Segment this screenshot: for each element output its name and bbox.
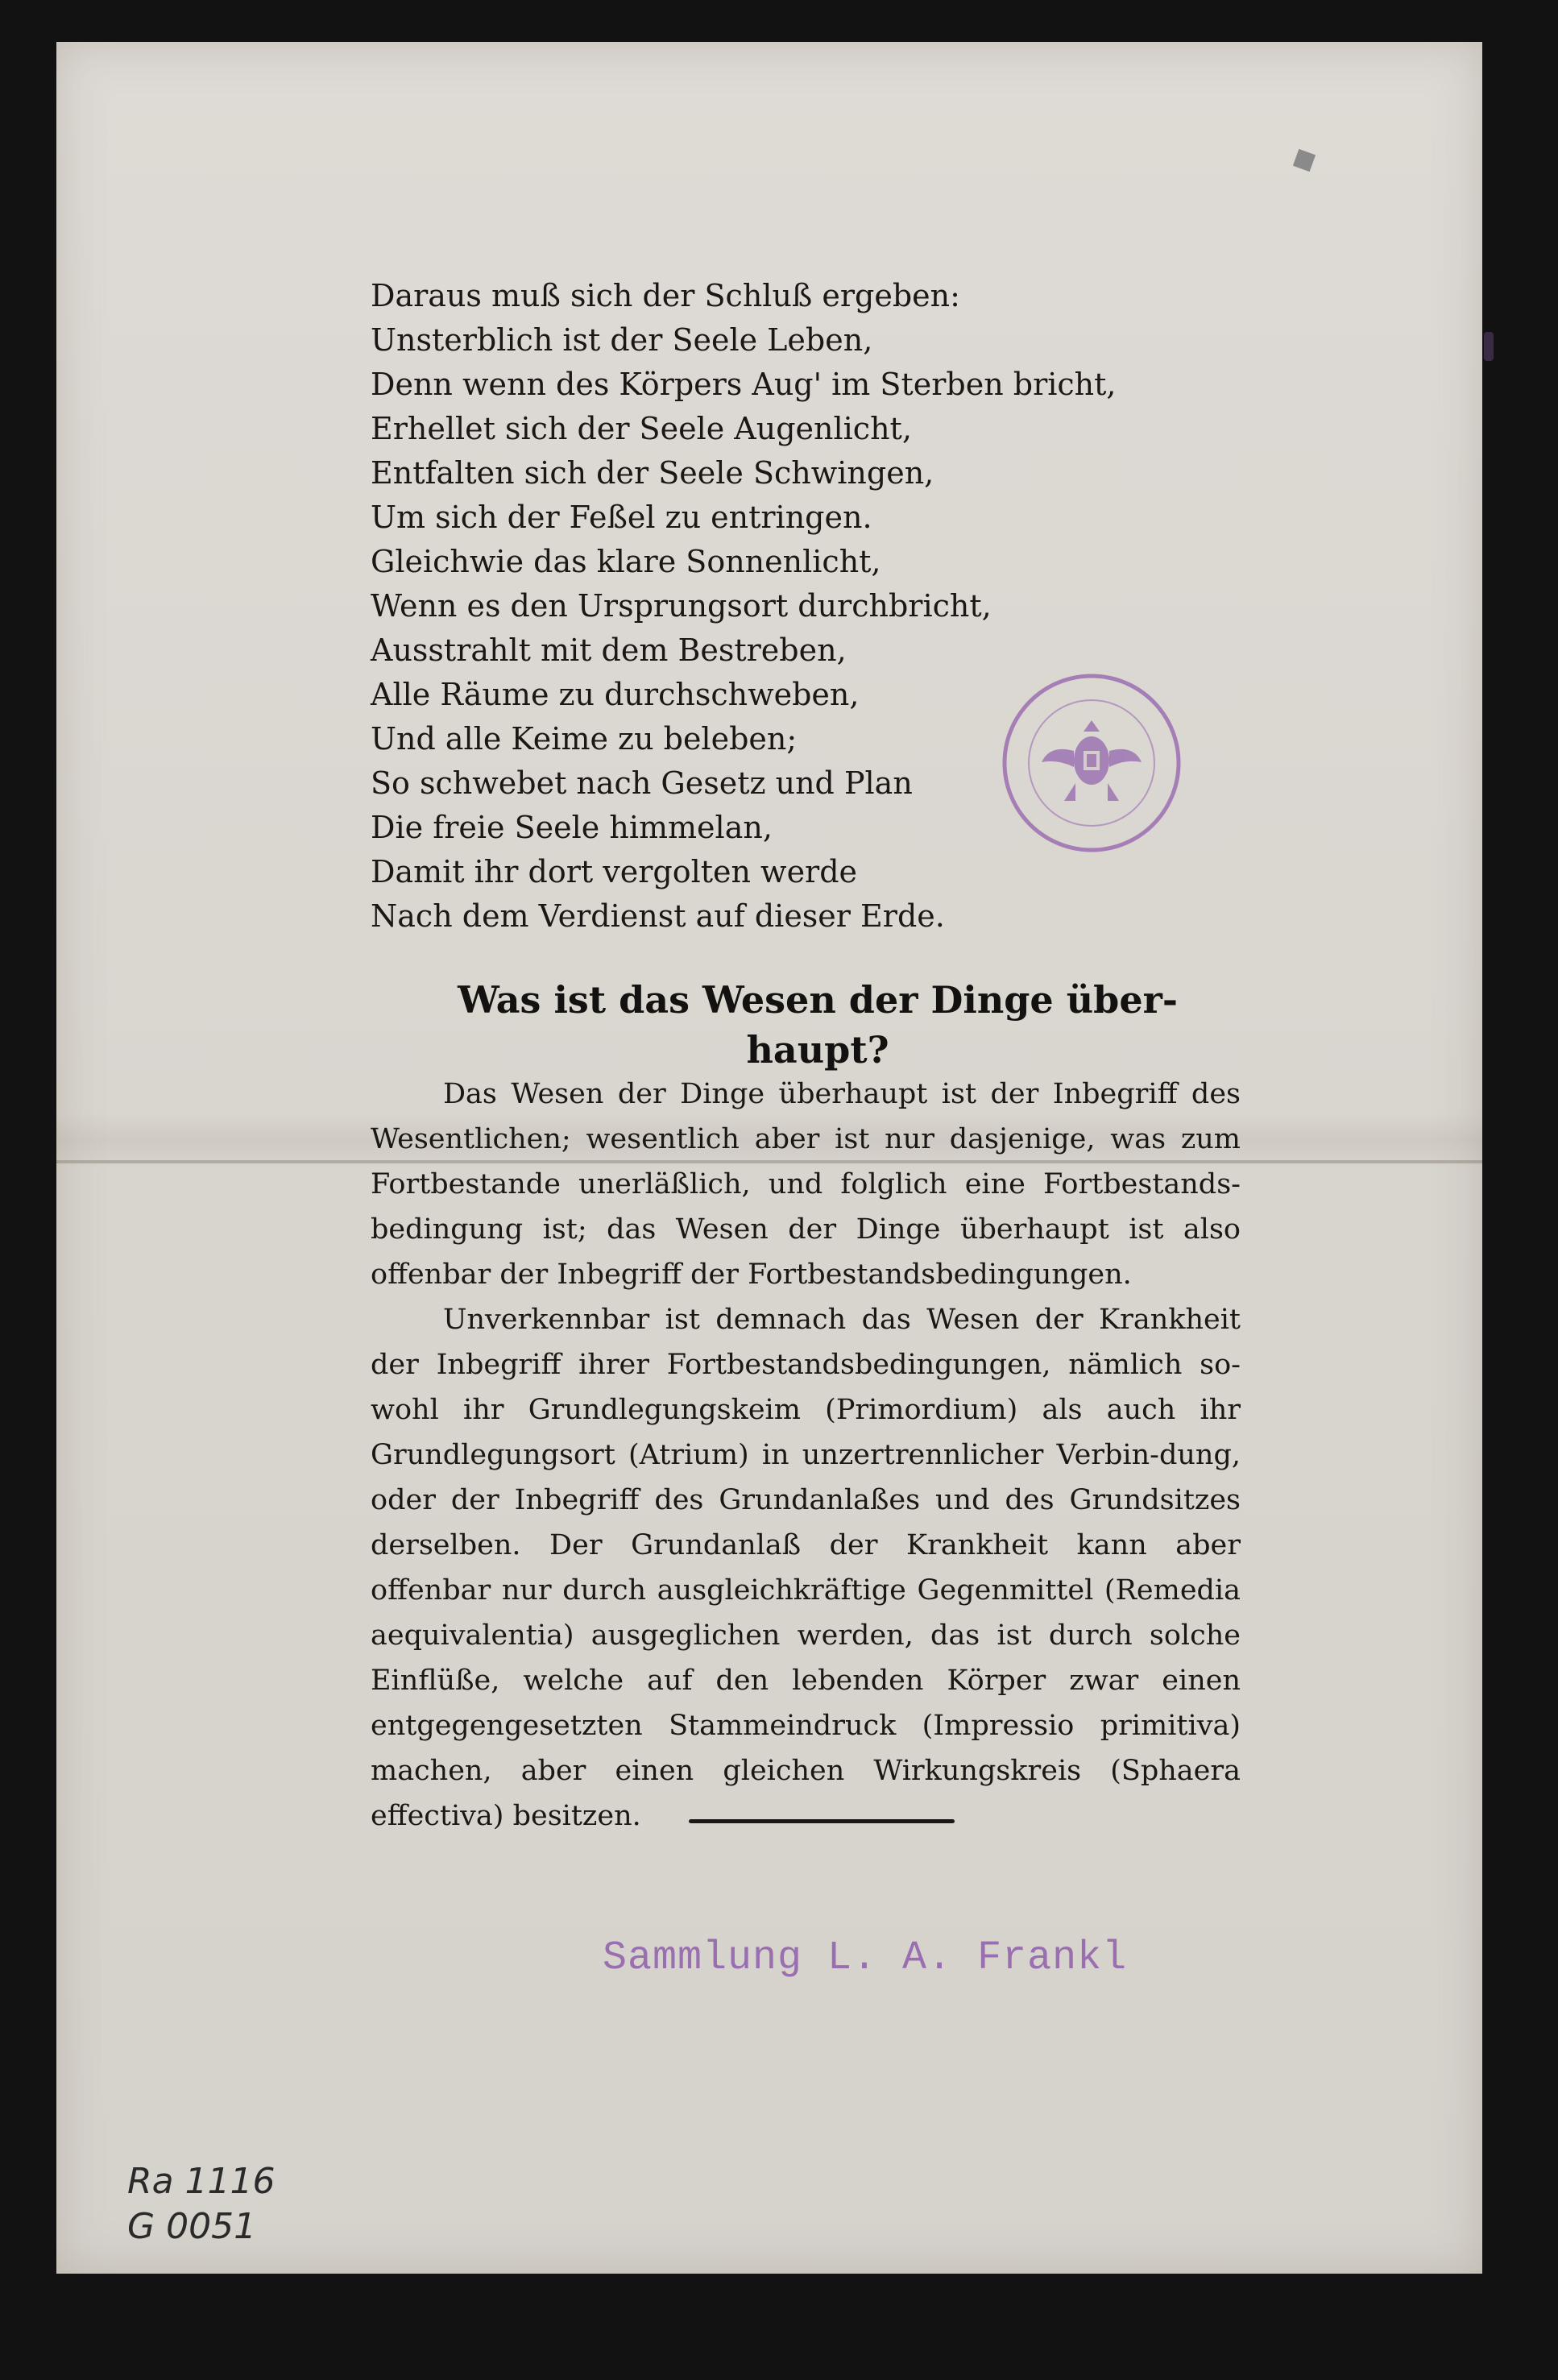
decorative-divider <box>689 1819 955 1823</box>
poem-line: Ausstrahlt mit dem Bestreben, <box>371 632 847 668</box>
poem-line: So schwebet nach Gesetz und Plan <box>371 765 913 801</box>
section-heading <box>427 975 1208 1075</box>
poem-line: Denn wenn des Körpers Aug' im Sterben bricht, <box>371 367 1117 402</box>
paragraph: Unverkennbar ist demnach das Wesen der Krankheit der Inbegriff ihrer Fortbestandsbedingungen, nämlich so-wohl ihr Grundlegungskeim (Primordium) als auch ihr Grundlegungsort (Atrium) in unzertrennlicher Verbin-dung, oder der Inbegriff des Grundanlaßes und des Grundsitzes derselben. Der Grundanlaß der Krankheit kann aber offenbar nur durch ausgleichkräftige Gegenmittel (Remedia aequivalentia) ausgeglichen werden, das ist durch solche Einflüße, welche auf den lebenden Körper zwar einen entgegengesetzten Stammeindruck (Impressio primitiva) machen, aber einen gleichen Wirkungskreis (Sphaera effectiva) besitzen. <box>371 1304 1241 1832</box>
poem-line: Die freie Seele himmelan, <box>371 810 773 845</box>
poem-line: Unsterblich ist der Seele Leben, <box>371 322 873 358</box>
paper-wear-mark <box>1293 149 1316 172</box>
body-text <box>371 1072 1241 1839</box>
heading-line: Was ist das Wesen der Dinge über- <box>458 978 1178 1022</box>
poem-line: Daraus muß sich der Schluß ergeben: <box>371 278 960 313</box>
poem-line: Entfalten sich der Seele Schwingen, <box>371 455 934 491</box>
poem-line: Wenn es den Ursprungsort durchbricht, <box>371 588 992 624</box>
heading-line: haupt? <box>746 1028 889 1072</box>
poem-line: Damit ihr dort vergolten werde <box>371 854 858 889</box>
poem-line: Nach dem Verdienst auf dieser Erde. <box>371 898 945 934</box>
poem-line: Erhellet sich der Seele Augenlicht, <box>371 411 912 446</box>
poem-line: Alle Räume zu durchschweben, <box>371 677 860 712</box>
poem-line: Um sich der Feßel zu entringen. <box>371 500 872 535</box>
ink-mark <box>1484 332 1494 361</box>
library-stamp-seal <box>999 670 1184 856</box>
poem-line: Und alle Keime zu beleben; <box>371 721 798 757</box>
paragraph: Das Wesen der Dinge überhaupt ist der Inbegriff des Wesentlichen; wesentlich aber ist nur dasjenige, was zum Fortbestande unerläßlich, und folglich eine Fortbestands-bedingung ist; das Wesen der Dinge überhaupt ist also offenbar der Inbegriff der Fortbestandsbedingungen. <box>371 1078 1241 1291</box>
call-number-line: G 0051 <box>127 2206 257 2247</box>
call-number-line: Ra 1116 <box>127 2161 276 2202</box>
collection-stamp: Sammlung L. A. Frankl <box>603 1935 1128 1981</box>
poem-line: Gleichwie das klare Sonnenlicht, <box>371 544 881 579</box>
handwritten-call-number <box>127 2159 276 2249</box>
